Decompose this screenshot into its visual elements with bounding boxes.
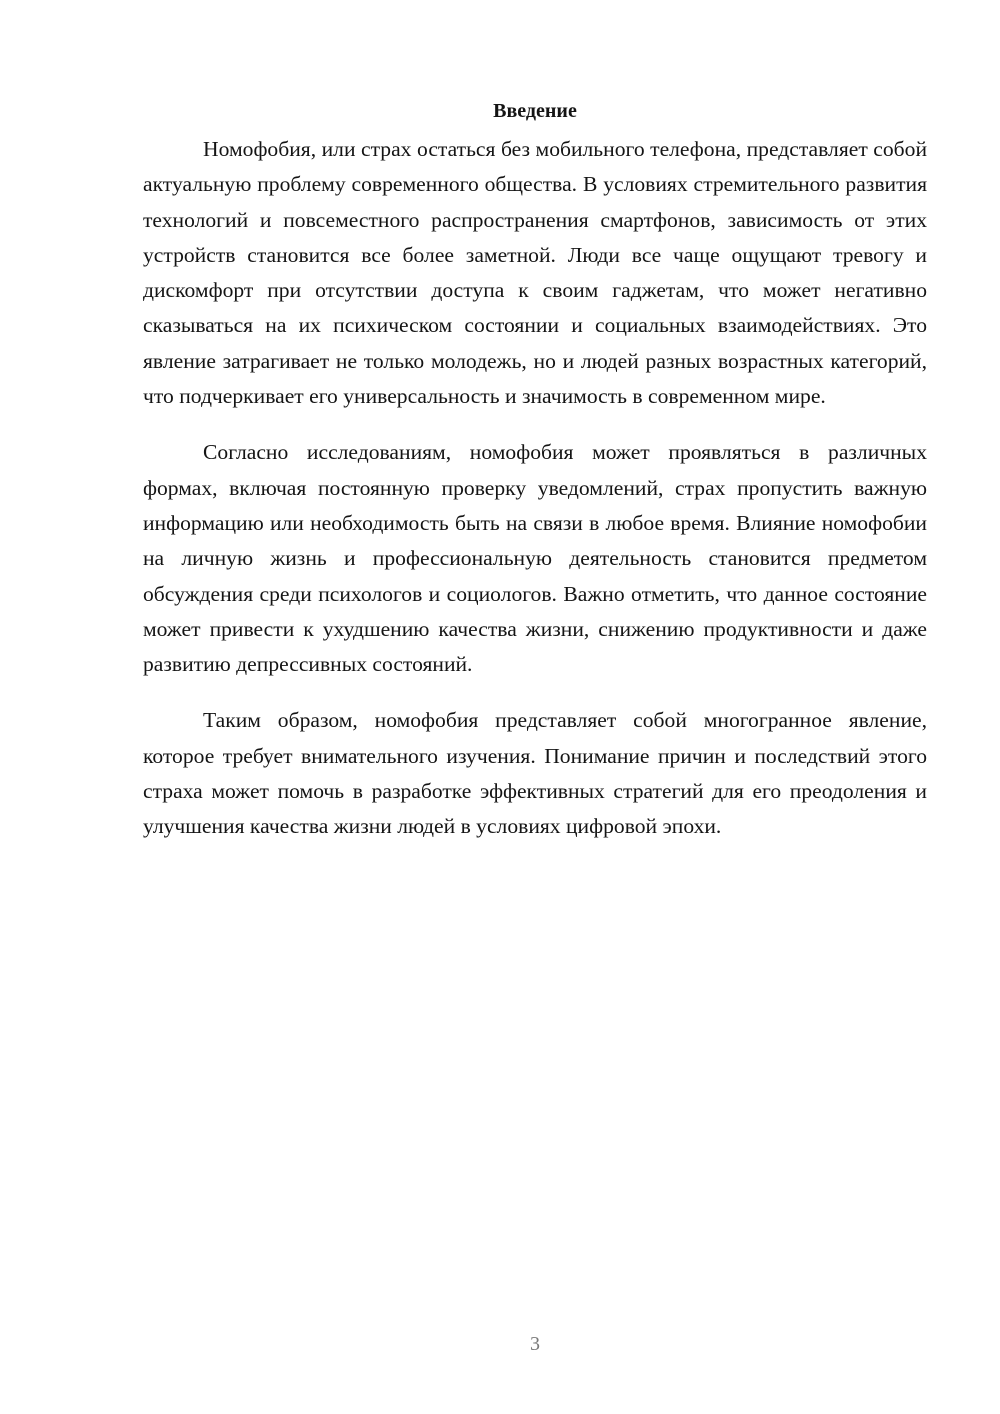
section-title: Введение: [493, 100, 577, 122]
page-number: 3: [530, 1333, 540, 1355]
page-content: [143, 94, 927, 866]
paragraph-1: Номофобия, или страх остаться без мобильного телефона, представляет собой актуальную проблему современного общества. В условиях стремительного развития технологий и повсеместного распространения смартфонов, зависимость от этих устройств становится все более заметной. Люди все чаще ощущают тревогу и дискомфорт при отсутствии доступа к своим гаджетам, что может негативно сказываться на их психическом состоянии и социальных взаимодействиях. Это явление затрагивает не только молодежь, но и людей разных возрастных категорий, что подчеркивает его универсальность и значимость в современном мире.: [143, 137, 927, 409]
paragraph-3: Таким образом, номофобия представляет собой многогранное явление, которое требует внимательного изучения. Понимание причин и последствий этого страха может помочь в разработке эффективных стратегий для его преодоления и улучшения качества жизни людей в условиях цифровой эпохи.: [143, 708, 927, 839]
paragraph-2: Согласно исследованиям, номофобия может проявляться в различных формах, включая постоянную проверку уведомлений, страх пропустить важную информацию или необходимость быть на связи в любое время. Влияние номофобии на личную жизнь и профессиональную деятельность становится предметом обсуждения среди психологов и социологов. Важно отметить, что данное состояние может привести к ухудшению качества жизни, снижению продуктивности и даже развитию депрессивных состояний.: [143, 440, 927, 677]
